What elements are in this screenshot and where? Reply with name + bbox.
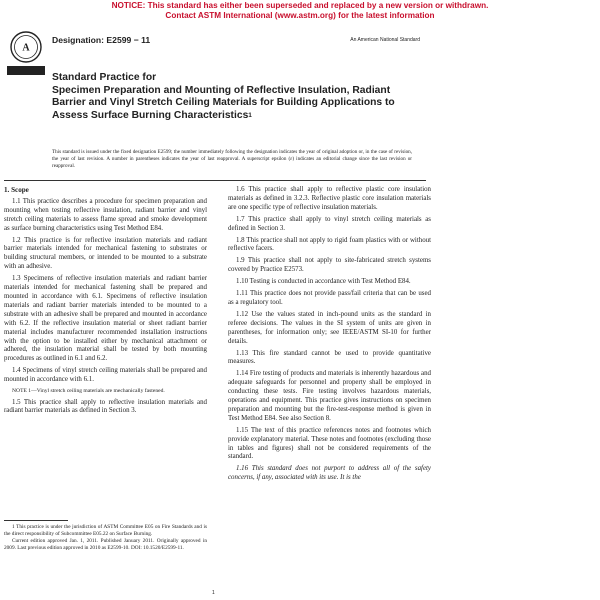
notice-line-1: NOTICE: This standard has either been superseded and replaced by a new version or withdrawn.	[111, 1, 489, 10]
paragraph-1-6: 1.6 This practice shall apply to reflective plastic core insulation materials as defined in 3.2.3. Reflective plastic core insulation materials are one specific type of reflective insulation materials.	[228, 186, 431, 211]
header-divider	[4, 180, 426, 181]
footnotes	[4, 524, 207, 553]
paragraph-1-16: 1.16 This standard does not purport to address all of the safety concerns, if any, associated with its use. It is the	[228, 465, 431, 482]
issue-note: This standard is issued under the fixed designation E2599; the number immediately following the designation indicates the year of original adoption or, in the case of revision, the year of last revision. A number in parentheses indicates the year of last reapproval. A superscript epsilon (ε) indicates an editorial change since the last revision or reapproval.	[52, 149, 412, 170]
paragraph-1-9: 1.9 This practice shall not apply to site-fabricated stretch systems covered by Practice E2573.	[228, 257, 431, 274]
paragraph-1-3: 1.3 Specimens of reflective insulation materials and radiant barrier materials intended for mechanical fastening shall be prepared and mounted in accordance with 6.1. Specimens of reflective insulation materials and radiant barrier materials intended to be mounted to a substrate with an adhesive shall be prepared and mounted in accordance with 6.2. If the reflective insulation material or sheet radiant barrier material includes manufacturer recommended installation instructions with the option to be installed either by mechanical attachment or adhered, the insulation material shall be tested by both mounting procedures as outlined in 6.1 and 6.2.	[4, 275, 207, 363]
title-main-text: Specimen Preparation and Mounting of Reflective Insulation, Radiant Barrier and Vinyl Stretch Ceiling Materials for Building Applications to Assess Surface Burning Characteristics	[52, 84, 395, 121]
svg-text:A: A	[22, 42, 30, 54]
section-heading-scope: 1. Scope	[4, 186, 29, 194]
paragraph-1-5: 1.5 This practice shall apply to reflective insulation materials and radiant barrier materials as defined in Section 3.	[4, 398, 207, 415]
page-number: 1	[212, 590, 215, 596]
paragraph-1-8: 1.8 This practice shall not apply to rigid foam plastics with or without reflective facers.	[228, 236, 431, 253]
astm-logo	[5, 30, 47, 80]
title-lead: Standard Practice for	[52, 72, 157, 83]
document-title	[52, 72, 412, 122]
footnote-edition: Current edition approved Jan. 1, 2011. Published January 2011. Originally approved in 2009. Last previous edition approved in 2010 as E2599-10. DOI: 10.1520/E2599-11.	[4, 538, 207, 552]
title-footnote-mark: 1	[248, 111, 252, 119]
designation: Designation: E2599 − 11	[52, 35, 151, 45]
title-main	[52, 85, 412, 123]
paragraph-1-4: 1.4 Specimens of vinyl stretch ceiling materials shall be prepared and mounted in accordance with 6.1.	[4, 367, 207, 384]
american-national-standard: An American National Standard	[350, 37, 420, 43]
paragraph-1-10: 1.10 Testing is conducted in accordance with Test Method E84.	[236, 278, 411, 286]
footnote-divider	[4, 520, 68, 521]
paragraph-1-1: 1.1 This practice describes a procedure for specimen preparation and mounting when testing reflective insulation, radiant barrier and vinyl stretch ceiling materials to assess flame spread and smoke development as surface burning characteristics using Test Method E84.	[4, 197, 207, 232]
paragraph-1-2: 1.2 This practice is for reflective insulation materials and radiant barrier materials intended for mechanical fastening to substrates or building structural members, or intended to be mounted to a substrate with an adhesive.	[4, 236, 207, 271]
note-1: NOTE 1—Vinyl stretch ceiling materials are mechanically fastened.	[12, 388, 165, 395]
paragraph-1-12: 1.12 Use the values stated in inch-pound units as the standard in referee decisions. The values in the SI system of units are given in parentheses, for information only; see IEEE/ASTM SI-10 for further details.	[228, 310, 431, 345]
paragraph-1-7: 1.7 This practice shall apply to vinyl stretch ceiling materials as defined in Section 3.	[228, 215, 431, 232]
paragraph-1-11: 1.11 This practice does not provide pass/fail criteria that can be used as a regulatory tool.	[228, 290, 431, 306]
withdrawn-notice	[0, 1, 600, 21]
paragraph-1-15: 1.15 The text of this practice references notes and footnotes which provide explanatory material. These notes and footnotes (excluding those in tables and figures) shall not be considered requirements of the standard.	[228, 426, 431, 461]
paragraph-1-13: 1.13 This fire standard cannot be used to provide quantitative measures.	[228, 349, 431, 366]
footnote-1: 1 This practice is under the jurisdiction of ASTM Committee E05 on Fire Standards and is the direct responsibility of Subcommittee E05.22 on Surface Burning.	[4, 524, 207, 537]
right-column	[228, 186, 431, 486]
notice-line-2: Contact ASTM International (www.astm.org) for the latest information	[165, 11, 435, 20]
paragraph-1-14: 1.14 Fire testing of products and materials is inherently hazardous and adequate safeguards for personnel and property shall be employed in conducting these tests. Fire testing involves hazardous materials, operations and equipment. This practice gives instructions on specimen preparation and mounting but the fire-test-response method is given in Test Method E84. See also Section 8.	[228, 370, 431, 422]
left-column	[4, 186, 207, 419]
